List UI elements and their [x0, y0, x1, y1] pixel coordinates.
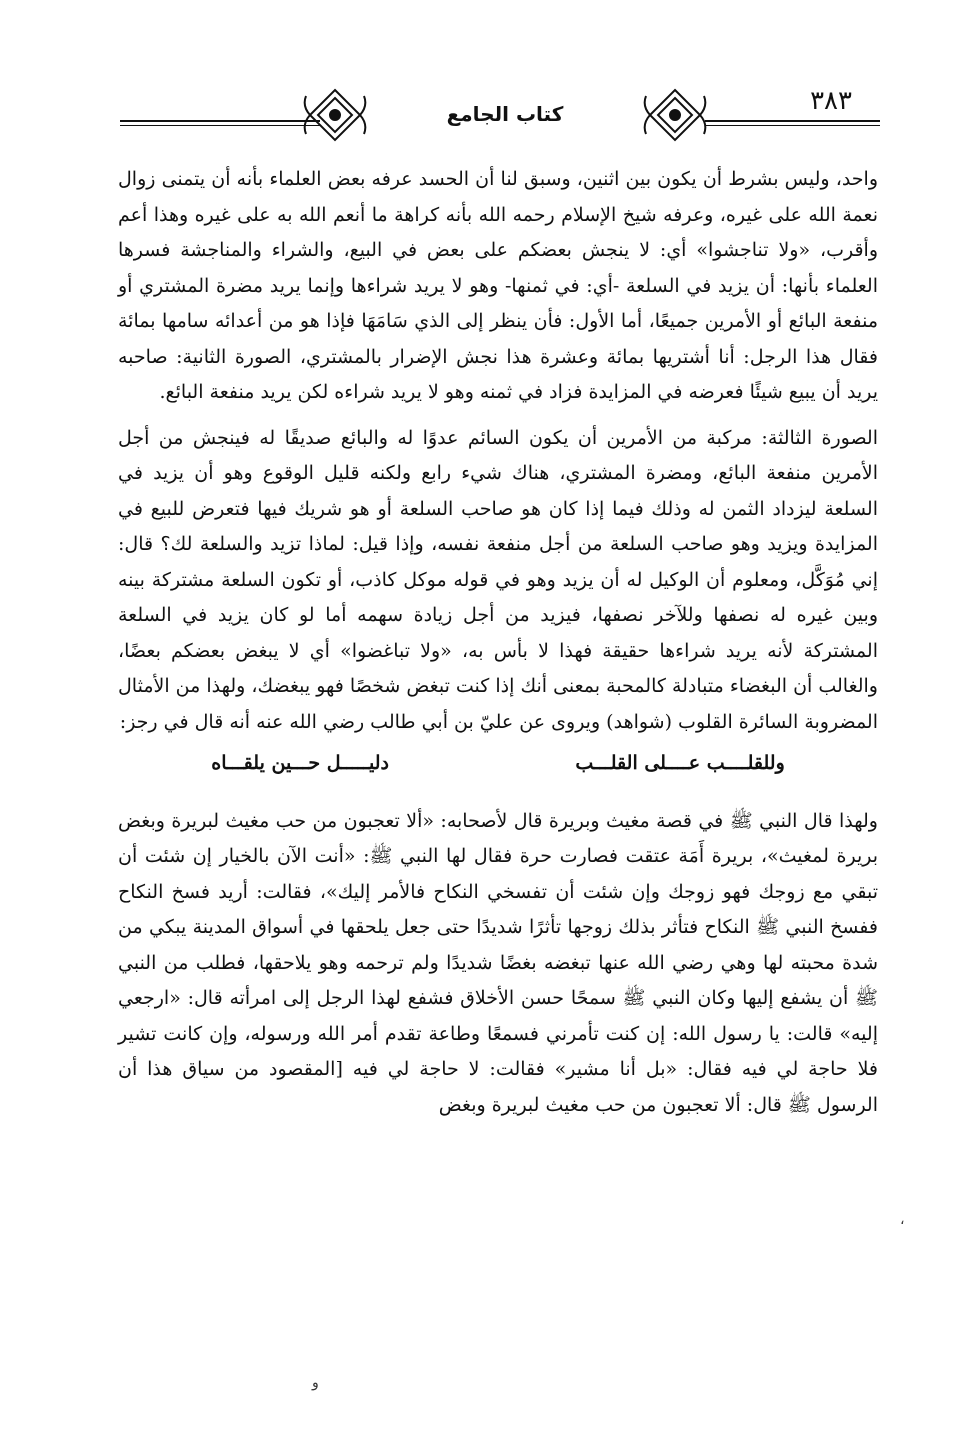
- verse-first-hemistich: وللقلــــب عــــلى القلـــب: [575, 752, 785, 774]
- page-number: ٣٨٣: [810, 86, 852, 116]
- book-title: كتاب الجامع: [446, 102, 564, 126]
- page-header: [120, 78, 880, 148]
- paragraph: واحد، وليس بشرط أن يكون بين اثنين، وسبق لنا أن الحسد عرفه بعض العلماء بأنه أن يتمنى زوال نعمة الله على غيره، وعرفه شيخ الإسلام رحمه الله بأنه كراهة ما أنعم الله به على غيره وهذا أعم وأقرب، «ولا تناجشوا» أي: لا ينجش بعضكم على بعض في البيع، والشراء والمناجشة فسرها العلماء بأنها: أن يزيد في السلعة -أي: في ثمنها- وهو لا يريد شراءها وإنما يريد مضرة المشتري أو منفعة البائع أو الأمرين جميعًا، أما الأول: فأن ينظر إلى الذي سَامَهَا فإذا هو من أعدائه سامها بمائة فقال هذا الرجل: أنا أشتريها بمائة وعشرة هذا نجش الإضرار بالمشتري، الصورة الثانية: صاحبه يريد أن يبيع شيئًا فعرضه في المزايدة فزاد في ثمنه وهو لا يريد شراءه لكن يريد منفعة البائع.: [118, 168, 878, 403]
- ornament-icon: [300, 86, 370, 144]
- header-rule-right: [705, 120, 880, 122]
- verse-second-hemistich: دليـــــل حـــين يلقـــاه: [211, 752, 389, 774]
- header-rule-left: [120, 120, 320, 122]
- paragraph: ولهذا قال النبي ﷺ في قصة مغيث وبريرة قال لأصحابه: «ألا تعجبون من حب مغيث لبريرة وبغض بريرة لمغيث»، بريرة أَمَة عتقت فصارت حرة فقال لها النبي ﷺ: «أنت الآن بالخيار إن شئت أن تبقي مع زوجك فهو زوجك وإن شئت أن تفسخي النكاح فالأمر إليك»، فقالت: أريد فسخ النكاح ففسخ النبي ﷺ النكاح فتأثر بذلك زوجها تأثرًا شديدًا حتى جعل يلحقها في أسواق المدينة يبكي من شدة محبته لها وهي رضي الله عنها تبغضه بغضًا شديدًا ولم ترحمه وهو يلاحقها، فطلب من النبي ﷺ أن يشفع إليها وكان النبي ﷺ سمحًا حسن الأخلاق فشفع لهذا الرجل إلى امرأته قال: «ارجعي إليه» قالت: يا رسول الله: إن كنت تأمرني فسمعًا وطاعة تقدم أمر الله ورسوله، وإن كانت تشير فلا حاجة لي فيه فقال: «بل أنا مشير» فقالت: لا حاجة لي فيه [المقصود من سياق هذا أن الرسول ﷺ قال: ألا تعجبون من حب مغيث لبريرة وبغض: [118, 809, 878, 1116]
- ornament-icon: [640, 86, 710, 144]
- margin-mark: ،: [900, 1212, 905, 1228]
- header-rule-right-thin: [705, 125, 880, 126]
- header-rule-left-thin: [120, 125, 320, 126]
- bottom-mark: ﻭ: [312, 1375, 319, 1391]
- body-text: [118, 162, 878, 1123]
- verse: [118, 746, 878, 782]
- paragraph: الصورة الثالثة: مركبة من الأمرين أن يكون السائم عدوًا له والبائع صديقًا له فينجش من أجل الأمرين منفعة البائع، ومضرة المشتري، هناك شيء رابع ولكنه قليل الوقوع وهو أن يزيد في السلعة ليزداد الثمن له وذلك فيما إذا كان هو صاحب السلعة أو هو شريك فيها فتعرض للبيع في المزايدة ويزيد وهو صاحب السلعة من أجل منفعة نفسه، وإذا قيل: لماذا تزيد والسلعة لك؟ قال: إني مُوَكَّل، ومعلوم أن الوكيل له أن يزيد وهو في قوله موكل كاذب، أو تكون السلعة مشتركة بينه وبين غيره له نصفها وللآخر نصفها، فيزيد من أجل زيادة سهمه أما لو كان يزيد في السلعة المشتركة لأنه يريد شراءها حقيقة فهذا لا بأس به، «ولا تباغضوا» أي لا يبغض بعضكم بعضًا، والغالب أن البغضاء متبادلة كالمحبة بمعنى أنك إذا كنت تبغض شخصًا فهو يبغضك، ولهذا من الأمثال المضروبة السائرة القلوب (شواهد) ويروى عن عليّ بن أبي طالب رضي الله عنه أنه قال في رجز:: [118, 426, 878, 733]
